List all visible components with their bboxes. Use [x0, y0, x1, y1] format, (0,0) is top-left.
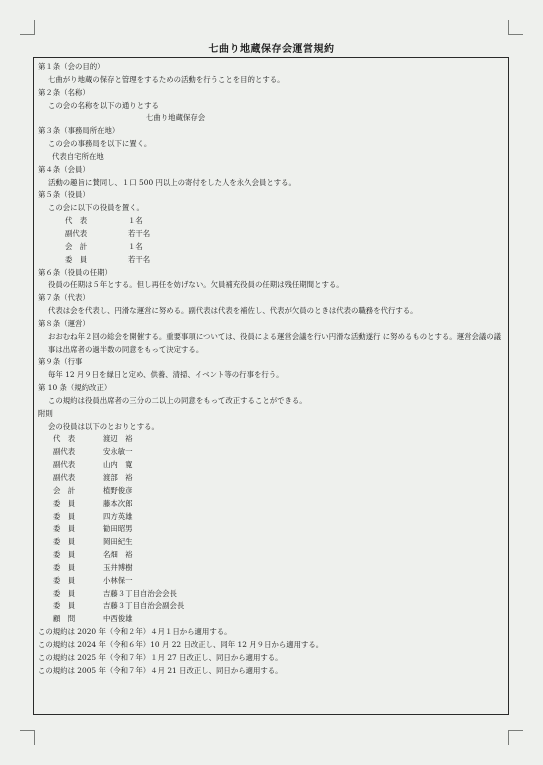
article-1-heading: 第１条（会の目的）: [38, 62, 105, 71]
role-label: 委 員: [65, 254, 88, 264]
article-5-body: この会に以下の役員を置く。: [48, 203, 144, 213]
article-3-heading: 第３条（事務局所在地）: [38, 126, 120, 136]
member-role: 副代表: [53, 447, 76, 457]
crop-mark-bottom-left: [20, 730, 35, 745]
history-line: この規約は 2025 年（令和７年）１月 27 日改正し、同日から適用する。: [38, 652, 283, 662]
crop-mark-top-right: [508, 20, 523, 35]
member-role: 委 員: [53, 601, 76, 611]
article-4-heading: 第４条（会員）: [38, 164, 90, 174]
member-role: 委 員: [53, 550, 76, 560]
member-role: 副代表: [53, 460, 76, 470]
role-row: [38, 228, 504, 241]
role-row: [38, 215, 504, 228]
member-role: 副代表: [53, 473, 76, 482]
member-row: [38, 536, 504, 549]
role-count: 若干名: [128, 254, 151, 264]
appendix-heading: 附則: [38, 408, 53, 418]
article-8-body: おおむね年２回の総会を開催する。重要事項については、役員による運営会議を行い円滑な活動遂行 に努めるものとする。運営会議の議事は出席者の過半数の同意をもって決定する。: [48, 331, 502, 354]
member-row: [38, 472, 504, 485]
article-6-body: 役員の任期は５年とする。但し再任を妨げない。欠員補充役員の任期は残任期間とする。: [48, 280, 344, 290]
role-label: 副代表: [65, 228, 88, 238]
history-line: この規約は 2020 年（令和２年）４月１日から適用する。: [38, 627, 232, 637]
member-row: [38, 575, 504, 588]
article-6-heading: 第６条（役員の任期）: [38, 267, 112, 277]
article-4-body: 活動の趣旨に賛同し、１口 500 円以上の寄付をした人を永久会員とする。: [48, 177, 296, 187]
member-name: 玉井博樹: [103, 562, 133, 572]
member-name: 渡辺 裕: [103, 434, 133, 444]
crop-mark-top-left: [20, 20, 35, 35]
member-row: [38, 600, 504, 613]
member-name: 植野俊彦: [103, 485, 133, 495]
document-title: 七曲り地蔵保存会運営規約: [208, 44, 335, 55]
member-role: 委 員: [53, 588, 76, 598]
role-count: １名: [128, 241, 143, 251]
member-name: 渡部 裕: [103, 473, 133, 482]
member-name: 安永敏一: [103, 447, 133, 457]
member-name: 小林保一: [103, 575, 133, 585]
history-line: この規約は 2024 年（令和６年）10 月 22 日改正し、同年 12 月９日から適用する。: [38, 639, 324, 649]
member-row: [38, 549, 504, 562]
article-9-body: 毎年 12 月９日を縁日と定め、供養、清掃、イベント等の行事を行う。: [48, 370, 284, 380]
article-2-heading: 第２条（名称）: [38, 87, 90, 97]
member-row: [38, 613, 504, 626]
association-name: 七曲り地蔵保存会: [146, 113, 206, 123]
member-name: 藤本次郎: [103, 498, 133, 508]
history-line: この規約は 2005 年（令和７年）４月 21 日改正し、同日から適用する。: [38, 665, 283, 675]
member-role: 委 員: [53, 524, 76, 534]
role-count: １名: [128, 216, 143, 226]
member-name: 勧田昭男: [103, 524, 133, 534]
member-name: 四方英雄: [103, 511, 133, 521]
article-5-heading: 第５条（役員）: [38, 190, 90, 200]
member-role: 会 計: [53, 485, 76, 495]
member-role: 委 員: [53, 537, 76, 547]
crop-mark-bottom-right: [508, 730, 523, 745]
member-role: 委 員: [53, 575, 76, 585]
member-row: [38, 511, 504, 524]
member-name: 名畑 裕: [103, 550, 133, 560]
member-row: [38, 523, 504, 536]
member-name: 山内 寛: [103, 460, 133, 470]
role-row: [38, 241, 504, 254]
article-7-heading: 第７条（代表）: [38, 293, 90, 303]
member-role: 委 員: [53, 562, 76, 572]
member-role: 委 員: [53, 511, 76, 521]
article-10-heading: 第 10 条（規約改正）: [38, 383, 112, 393]
member-role: 顧 問: [53, 614, 76, 624]
member-row: [38, 588, 504, 601]
article-1-body: 七曲がり地蔵の保存と管理をするための活動を行うことを目的とする。: [48, 74, 285, 84]
member-row: [38, 562, 504, 575]
member-name: 岡田紀生: [103, 537, 133, 547]
appendix-intro: 会の役員は以下のとおりとする。: [48, 421, 159, 431]
article-3-location: 代表自宅所在地: [52, 151, 104, 161]
member-name: 中西俊雄: [103, 614, 133, 624]
member-role: 委 員: [53, 498, 76, 508]
member-row: [38, 498, 504, 511]
article-9-heading: 第９条（行事: [38, 357, 83, 367]
article-7-body: 代表は会を代表し、円滑な運営に努める。副代表は代表を補佐し、代表が欠員のときは代表の職務を代行する。: [48, 306, 418, 316]
member-row: [38, 459, 504, 472]
content-frame: [33, 57, 509, 715]
member-name: 吉藤３丁目自治会会長: [103, 588, 177, 598]
article-2-body: この会の名称を以下の通りとする: [48, 100, 159, 110]
role-row: [38, 254, 504, 267]
member-role: 代 表: [53, 434, 76, 444]
member-row: [38, 485, 504, 498]
article-3-body: この会の事務局を以下に置く。: [48, 139, 152, 149]
role-label: 代 表: [65, 216, 88, 226]
member-row: [38, 446, 504, 459]
role-label: 会 計: [65, 241, 88, 251]
article-10-body: この規約は役員出席者の三分の二以上の同意をもって改正することができる。: [48, 395, 307, 405]
member-row: [38, 433, 504, 446]
article-8-heading: 第８条（運営）: [38, 318, 90, 328]
member-name: 吉藤３丁目自治会副会長: [103, 601, 185, 611]
role-count: 若干名: [128, 228, 151, 238]
